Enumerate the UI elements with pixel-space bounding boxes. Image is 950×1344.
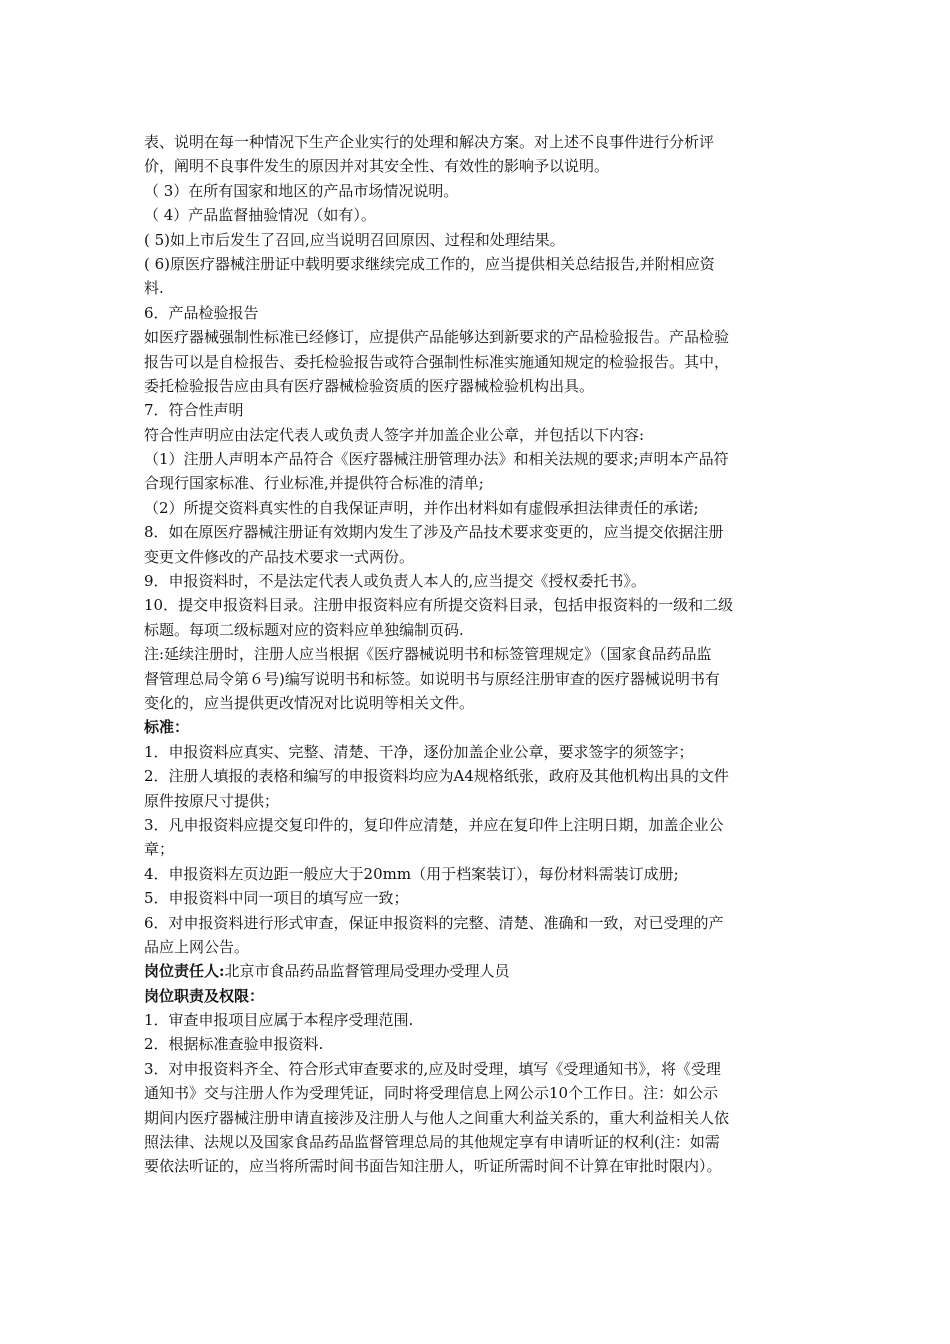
standard-item: 品应上网公告。 [144, 937, 250, 956]
text-line: 报告可以是自检报告、委托检验报告或符合强制性标准实施通知规定的检验报告。其中， [144, 352, 730, 371]
section-heading: 7．符合性声明 [144, 401, 244, 420]
duty-item: 1．审查申报项目应属于本程序受理范围. [144, 1011, 414, 1030]
section-heading: 6．产品检验报告 [144, 303, 259, 322]
text-line: 价，阐明不良事件发生的原因并对其安全性、有效性的影响予以说明。 [144, 157, 610, 176]
text-line: 如医疗器械强制性标准已经修订，应提供产品能够达到新要求的产品检验报告。产品检验 [144, 328, 730, 347]
standard-item: 4．申报资料左页边距一般应大于20mm（用于档案装订），每份材料需装订成册; [144, 864, 679, 883]
text-line: 督管理总局令第６号)编写说明书和标签。如说明书与原经注册审查的医疗器械说明书有 [144, 669, 720, 688]
standard-item: 原件按原尺寸提供； [144, 791, 280, 810]
duties-heading: 岗位职责及权限： [144, 986, 265, 1005]
standard-item: 3．凡申报资料应提交复印件的，复印件应清楚，并应在复印件上注明日期，加盖企业公 [144, 815, 724, 834]
text-line: 注:延续注册时，注册人应当根据《医疗器械说明书和标签管理规定》（国家食品药品监 [144, 645, 712, 664]
text-line: 9．申报资料时，不是法定代表人或负责人本人的,应当提交《授权委托书》。 [144, 572, 646, 591]
text-line: （2）所提交资料真实性的自我保证声明，并作出材料如有虚假承担法律责任的承诺; [144, 498, 699, 517]
text-line: 符合性声明应由法定代表人或负责人签字并加盖企业公章，并包括以下内容: [144, 425, 645, 444]
standard-item: 2．注册人填报的表格和编写的申报资料均应为A4规格纸张，政府及其他机构出具的文件 [144, 767, 729, 786]
text-line: ( 6)原医疗器械注册证中载明要求继续完成工作的，应当提供相关总结报告,并附相应资 [144, 254, 715, 273]
standard-item: 章； [144, 840, 175, 859]
text-line: 标题。每项二级标题对应的资料应单独编制页码. [144, 620, 464, 639]
responsible-person-line [144, 959, 804, 983]
standard-item: 1．申报资料应真实、完整、清楚、干净，逐份加盖企业公章，要求签字的须签字； [144, 742, 694, 761]
duty-item: 2．根据标准查验申报资料. [144, 1035, 324, 1054]
duty-item: 要依法听证的，应当将所需时间书面告知注册人，听证所需时间不计算在审批时限内）。 [144, 1157, 722, 1176]
text-line: 合现行国家标准、行业标准,并提供符合标准的清单; [144, 474, 484, 493]
text-line: （ 4）产品监督抽验情况（如有）。 [144, 206, 376, 225]
duty-item: 3．对申报资料齐全、符合形式审查要求的,应及时受理，填写《受理通知书》，将《受理 [144, 1059, 721, 1078]
standard-heading: 标准： [144, 718, 190, 737]
duty-item: 通知书》交与注册人作为受理凭证，同时将受理信息上网公示10个工作日。注：如公示 [144, 1084, 719, 1103]
text-line: 委托检验报告应由具有医疗器械检验资质的医疗器械检验机构出具。 [144, 376, 595, 395]
standard-item: 5．申报资料中同一项目的填写应一致； [144, 889, 409, 908]
text-line: 料. [144, 279, 164, 298]
responsible-person-value: 北京市食品药品监督管理局受理办受理人员 [224, 962, 510, 981]
text-line: （ 3）在所有国家和地区的产品市场情况说明。 [144, 181, 459, 200]
text-line: 变更文件修改的产品技术要求一式两份。 [144, 547, 415, 566]
duty-item: 期间内医疗器械注册申请直接涉及注册人与他人之间重大利益关系的，重大利益相关人依 [144, 1108, 730, 1127]
responsible-person-label: 岗位责任人: [144, 962, 225, 981]
standard-item: 6．对申报资料进行形式审查，保证申报资料的完整、清楚、准确和一致，对已受理的产 [144, 913, 724, 932]
text-line: 变化的，应当提供更改情况对比说明等相关文件。 [144, 693, 475, 712]
text-line: 10．提交申报资料目录。注册申报资料应有所提交资料目录，包括申报资料的一级和二级 [144, 596, 734, 615]
text-line: 8．如在原医疗器械注册证有效期内发生了涉及产品技术要求变更的，应当提交依据注册 [144, 523, 724, 542]
document-body [144, 130, 804, 1179]
text-line: 表、说明在每一种情况下生产企业实行的处理和解决方案。对上述不良事件进行分析评 [144, 133, 715, 151]
text-line: ( 5)如上市后发生了召回,应当说明召回原因、过程和处理结果。 [144, 230, 565, 249]
duty-item: 照法律、法规以及国家食品药品监督管理总局的其他规定享有申请听证的权利(注：如需 [144, 1133, 720, 1152]
text-line: （1）注册人声明本产品符合《医疗器械注册管理办法》和相关法规的要求;声明本产品符 [144, 450, 729, 469]
